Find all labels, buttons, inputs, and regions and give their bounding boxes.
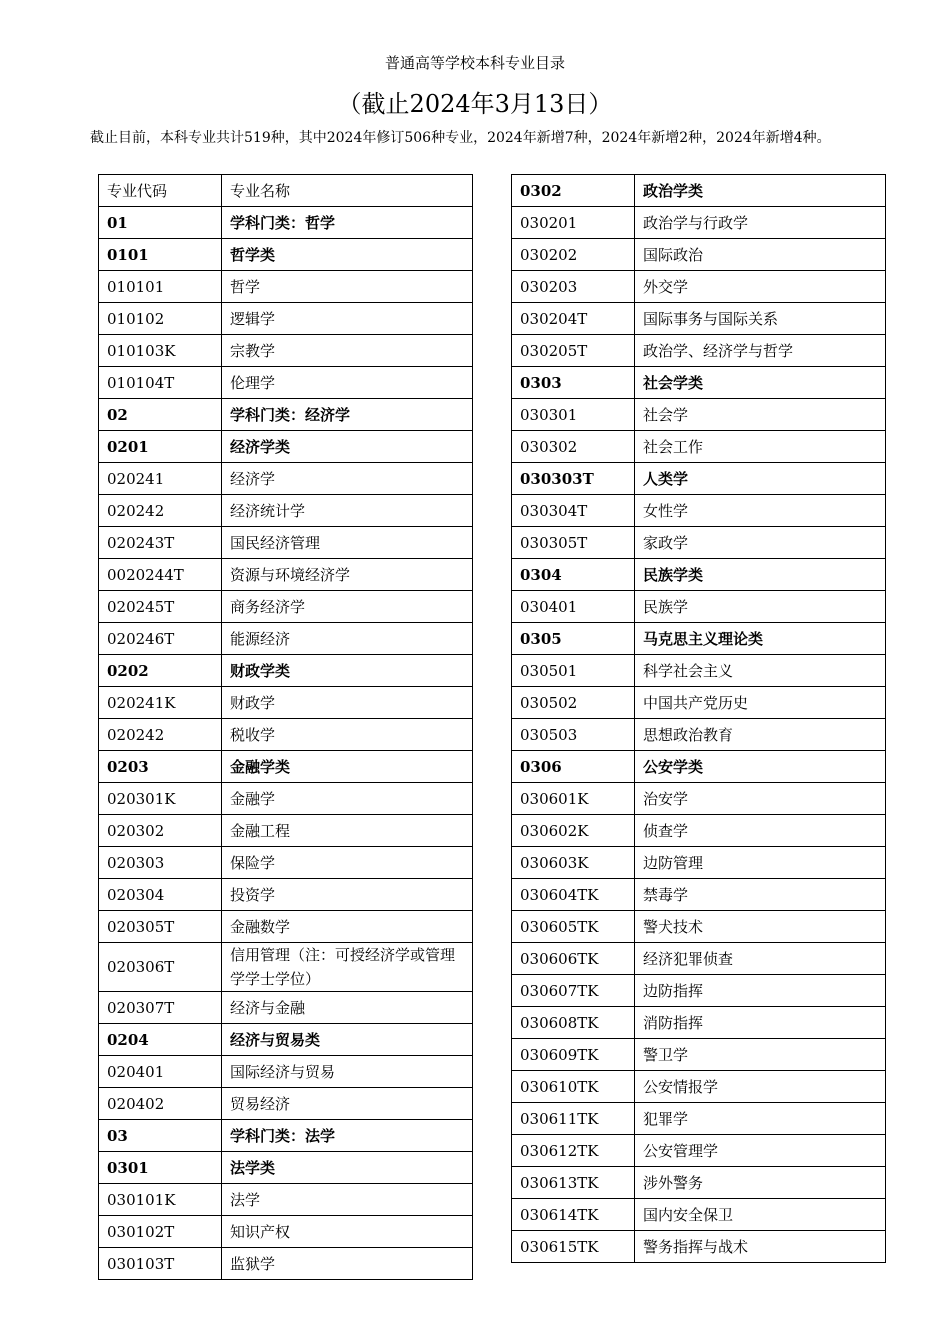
- major-name-cell: 宗教学: [222, 335, 473, 367]
- table-row: [512, 943, 886, 975]
- table-row: [512, 1231, 886, 1263]
- major-name-cell: 伦理学: [222, 367, 473, 399]
- table-row: [99, 335, 473, 367]
- major-name-cell: 财政学: [222, 687, 473, 719]
- major-code-cell: 030609TK: [512, 1039, 635, 1071]
- major-name-cell: 贸易经济: [222, 1088, 473, 1120]
- major-name-cell: 边防指挥: [635, 975, 886, 1007]
- table-row: [512, 335, 886, 367]
- major-code-cell: 030102T: [99, 1216, 222, 1248]
- major-name-cell: 边防管理: [635, 847, 886, 879]
- table-row: [512, 719, 886, 751]
- major-name-cell: 金融学: [222, 783, 473, 815]
- major-code-cell: 030615TK: [512, 1231, 635, 1263]
- major-code-cell: 0201: [99, 431, 222, 463]
- major-name-cell: 国内安全保卫: [635, 1199, 886, 1231]
- major-name-cell: 金融学类: [222, 751, 473, 783]
- major-name-cell: 金融工程: [222, 815, 473, 847]
- intro-paragraph: 截止目前，本科专业共计519种，其中2024年修订506种专业，2024年新增7种，2024年新增2种，2024年新增4种。: [90, 130, 831, 146]
- major-name-cell: 侦查学: [635, 815, 886, 847]
- table-row: [99, 207, 473, 239]
- major-name-cell: 科学社会主义: [635, 655, 886, 687]
- table-row: [512, 527, 886, 559]
- major-code-cell: 030204T: [512, 303, 635, 335]
- major-name-cell: 政治学与行政学: [635, 207, 886, 239]
- major-code-cell: 020402: [99, 1088, 222, 1120]
- table-row: [99, 1216, 473, 1248]
- major-code-cell: 030202: [512, 239, 635, 271]
- major-name-cell: 国际政治: [635, 239, 886, 271]
- major-name-cell: 资源与环境经济学: [222, 559, 473, 591]
- major-code-cell: 030606TK: [512, 943, 635, 975]
- table-row: [512, 687, 886, 719]
- major-name-cell: 法学: [222, 1184, 473, 1216]
- table-row: [99, 559, 473, 591]
- major-name-cell: 社会学: [635, 399, 886, 431]
- major-code-cell: 030607TK: [512, 975, 635, 1007]
- table-row: [99, 751, 473, 783]
- table-row: [99, 1056, 473, 1088]
- table-row: [512, 975, 886, 1007]
- table-row: [99, 719, 473, 751]
- table-row: [99, 1024, 473, 1056]
- table-row: [99, 175, 473, 207]
- table-row: [512, 1007, 886, 1039]
- major-code-cell: 0306: [512, 751, 635, 783]
- table-row: [99, 815, 473, 847]
- major-code-cell: 020241K: [99, 687, 222, 719]
- table-row: [512, 367, 886, 399]
- major-code-cell: 020242: [99, 495, 222, 527]
- major-code-cell: 020401: [99, 1056, 222, 1088]
- document-title: 普通高等学校本科专业目录: [384, 54, 565, 72]
- table-row: [512, 815, 886, 847]
- major-code-cell: 030502: [512, 687, 635, 719]
- table-row: [512, 175, 886, 207]
- table-row: [99, 879, 473, 911]
- table-row: [512, 1199, 886, 1231]
- table-row: [512, 911, 886, 943]
- major-name-cell: 民族学: [635, 591, 886, 623]
- table-row: [99, 943, 473, 992]
- major-code-cell: 020246T: [99, 623, 222, 655]
- major-name-cell: 哲学: [222, 271, 473, 303]
- table-row: [99, 1248, 473, 1280]
- table-row: [512, 655, 886, 687]
- major-code-cell: 030203: [512, 271, 635, 303]
- major-code-cell: 030604TK: [512, 879, 635, 911]
- table-row: [512, 463, 886, 495]
- major-code-cell: 0303: [512, 367, 635, 399]
- table-row: [99, 783, 473, 815]
- major-code-cell: 03: [99, 1120, 222, 1152]
- major-name-cell: 学科门类：法学: [222, 1120, 473, 1152]
- table-row: [99, 847, 473, 879]
- table-row: [512, 559, 886, 591]
- major-name-cell: 社会学类: [635, 367, 886, 399]
- major-name-cell: 经济与贸易类: [222, 1024, 473, 1056]
- major-code-cell: 010103K: [99, 335, 222, 367]
- table-row: [99, 431, 473, 463]
- major-code-cell: 01: [99, 207, 222, 239]
- table-row: [99, 271, 473, 303]
- table-row: [99, 1152, 473, 1184]
- major-code-cell: 030611TK: [512, 1103, 635, 1135]
- major-name-cell: 马克思主义理论类: [635, 623, 886, 655]
- major-name-cell: 经济统计学: [222, 495, 473, 527]
- major-code-cell: 030205T: [512, 335, 635, 367]
- major-code-cell: 专业代码: [99, 175, 222, 207]
- major-code-cell: 020245T: [99, 591, 222, 623]
- major-name-cell: 经济学: [222, 463, 473, 495]
- major-code-cell: 020241: [99, 463, 222, 495]
- major-code-cell: 030303T: [512, 463, 635, 495]
- major-code-cell: 030613TK: [512, 1167, 635, 1199]
- table-row: [512, 591, 886, 623]
- major-name-cell: 警犬技术: [635, 911, 886, 943]
- major-name-cell: 公安情报学: [635, 1071, 886, 1103]
- major-name-cell: 国际经济与贸易: [222, 1056, 473, 1088]
- major-code-cell: 020243T: [99, 527, 222, 559]
- major-code-cell: 0304: [512, 559, 635, 591]
- major-code-cell: 030305T: [512, 527, 635, 559]
- major-code-cell: 020301K: [99, 783, 222, 815]
- major-code-cell: 030503: [512, 719, 635, 751]
- major-code-cell: 030612TK: [512, 1135, 635, 1167]
- table-row: [512, 1039, 886, 1071]
- major-name-cell: 中国共产党历史: [635, 687, 886, 719]
- major-code-cell: 030103T: [99, 1248, 222, 1280]
- table-row: [99, 399, 473, 431]
- major-code-cell: 030301: [512, 399, 635, 431]
- table-row: [512, 1071, 886, 1103]
- major-name-cell: 政治学类: [635, 175, 886, 207]
- major-name-cell: 消防指挥: [635, 1007, 886, 1039]
- major-code-cell: 030201: [512, 207, 635, 239]
- table-row: [512, 1135, 886, 1167]
- major-name-cell: 社会工作: [635, 431, 886, 463]
- major-code-cell: 020242: [99, 719, 222, 751]
- table-row: [99, 1088, 473, 1120]
- major-code-cell: 030401: [512, 591, 635, 623]
- major-name-cell: 学科门类：哲学: [222, 207, 473, 239]
- major-code-cell: 030603K: [512, 847, 635, 879]
- table-row: [512, 1103, 886, 1135]
- table-row: [512, 495, 886, 527]
- major-name-cell: 经济学类: [222, 431, 473, 463]
- table-row: [99, 911, 473, 943]
- table-row: [99, 495, 473, 527]
- major-code-cell: 010102: [99, 303, 222, 335]
- major-code-cell: 0301: [99, 1152, 222, 1184]
- major-name-cell: 警务指挥与战术: [635, 1231, 886, 1263]
- major-name-cell: 哲学类: [222, 239, 473, 271]
- table-row: [99, 687, 473, 719]
- major-name-cell: 国际事务与国际关系: [635, 303, 886, 335]
- table-row: [99, 992, 473, 1024]
- table-row: [512, 271, 886, 303]
- table-row: [99, 591, 473, 623]
- major-name-cell: 法学类: [222, 1152, 473, 1184]
- major-name-cell: 信用管理（注：可授经济学或管理学学士学位）: [222, 943, 473, 992]
- major-name-cell: 女性学: [635, 495, 886, 527]
- major-code-cell: 0305: [512, 623, 635, 655]
- major-name-cell: 经济犯罪侦查: [635, 943, 886, 975]
- major-name-cell: 商务经济学: [222, 591, 473, 623]
- major-name-cell: 民族学类: [635, 559, 886, 591]
- major-name-cell: 能源经济: [222, 623, 473, 655]
- major-name-cell: 犯罪学: [635, 1103, 886, 1135]
- major-code-cell: 030101K: [99, 1184, 222, 1216]
- major-code-cell: 030602K: [512, 815, 635, 847]
- major-code-cell: 030608TK: [512, 1007, 635, 1039]
- major-code-cell: 010101: [99, 271, 222, 303]
- table-row: [512, 431, 886, 463]
- major-code-cell: 0302: [512, 175, 635, 207]
- table-row: [512, 623, 886, 655]
- major-code-cell: 010104T: [99, 367, 222, 399]
- table-row: [99, 527, 473, 559]
- major-code-cell: 020306T: [99, 943, 222, 992]
- major-code-cell: 030304T: [512, 495, 635, 527]
- table-row: [99, 367, 473, 399]
- major-code-cell: 030601K: [512, 783, 635, 815]
- table-row: [99, 463, 473, 495]
- major-name-cell: 政治学、经济学与哲学: [635, 335, 886, 367]
- major-code-cell: 030610TK: [512, 1071, 635, 1103]
- major-code-cell: 0202: [99, 655, 222, 687]
- major-code-cell: 030302: [512, 431, 635, 463]
- table-row: [99, 239, 473, 271]
- table-row: [99, 1120, 473, 1152]
- major-name-cell: 警卫学: [635, 1039, 886, 1071]
- major-name-cell: 财政学类: [222, 655, 473, 687]
- major-name-cell: 国民经济管理: [222, 527, 473, 559]
- major-name-cell: 知识产权: [222, 1216, 473, 1248]
- document-subtitle: （截止2024年3月13日）: [337, 90, 613, 118]
- table-row: [99, 303, 473, 335]
- major-name-cell: 监狱学: [222, 1248, 473, 1280]
- table-row: [99, 623, 473, 655]
- major-name-cell: 税收学: [222, 719, 473, 751]
- table-row: [512, 207, 886, 239]
- major-code-cell: 02: [99, 399, 222, 431]
- table-row: [512, 847, 886, 879]
- left-catalog-table: [98, 174, 473, 1280]
- major-code-cell: 030501: [512, 655, 635, 687]
- major-name-cell: 外交学: [635, 271, 886, 303]
- major-name-cell: 公安学类: [635, 751, 886, 783]
- major-name-cell: 公安管理学: [635, 1135, 886, 1167]
- major-name-cell: 学科门类：经济学: [222, 399, 473, 431]
- major-name-cell: 经济与金融: [222, 992, 473, 1024]
- major-code-cell: 0101: [99, 239, 222, 271]
- major-code-cell: 020302: [99, 815, 222, 847]
- right-catalog-table: [511, 174, 886, 1263]
- major-name-cell: 金融数学: [222, 911, 473, 943]
- major-code-cell: 0020244T: [99, 559, 222, 591]
- major-name-cell: 禁毒学: [635, 879, 886, 911]
- major-name-cell: 思想政治教育: [635, 719, 886, 751]
- table-row: [99, 655, 473, 687]
- table-row: [512, 303, 886, 335]
- major-code-cell: 020303: [99, 847, 222, 879]
- major-name-cell: 涉外警务: [635, 1167, 886, 1199]
- major-code-cell: 0203: [99, 751, 222, 783]
- major-name-cell: 治安学: [635, 783, 886, 815]
- major-name-cell: 投资学: [222, 879, 473, 911]
- table-row: [512, 751, 886, 783]
- table-row: [99, 1184, 473, 1216]
- table-row: [512, 239, 886, 271]
- major-name-cell: 保险学: [222, 847, 473, 879]
- major-code-cell: 020304: [99, 879, 222, 911]
- major-name-cell: 专业名称: [222, 175, 473, 207]
- table-row: [512, 399, 886, 431]
- major-code-cell: 020307T: [99, 992, 222, 1024]
- table-row: [512, 1167, 886, 1199]
- major-name-cell: 逻辑学: [222, 303, 473, 335]
- table-row: [512, 783, 886, 815]
- major-code-cell: 0204: [99, 1024, 222, 1056]
- major-name-cell: 人类学: [635, 463, 886, 495]
- major-code-cell: 030614TK: [512, 1199, 635, 1231]
- table-row: [512, 879, 886, 911]
- major-code-cell: 030605TK: [512, 911, 635, 943]
- major-code-cell: 020305T: [99, 911, 222, 943]
- major-name-cell: 家政学: [635, 527, 886, 559]
